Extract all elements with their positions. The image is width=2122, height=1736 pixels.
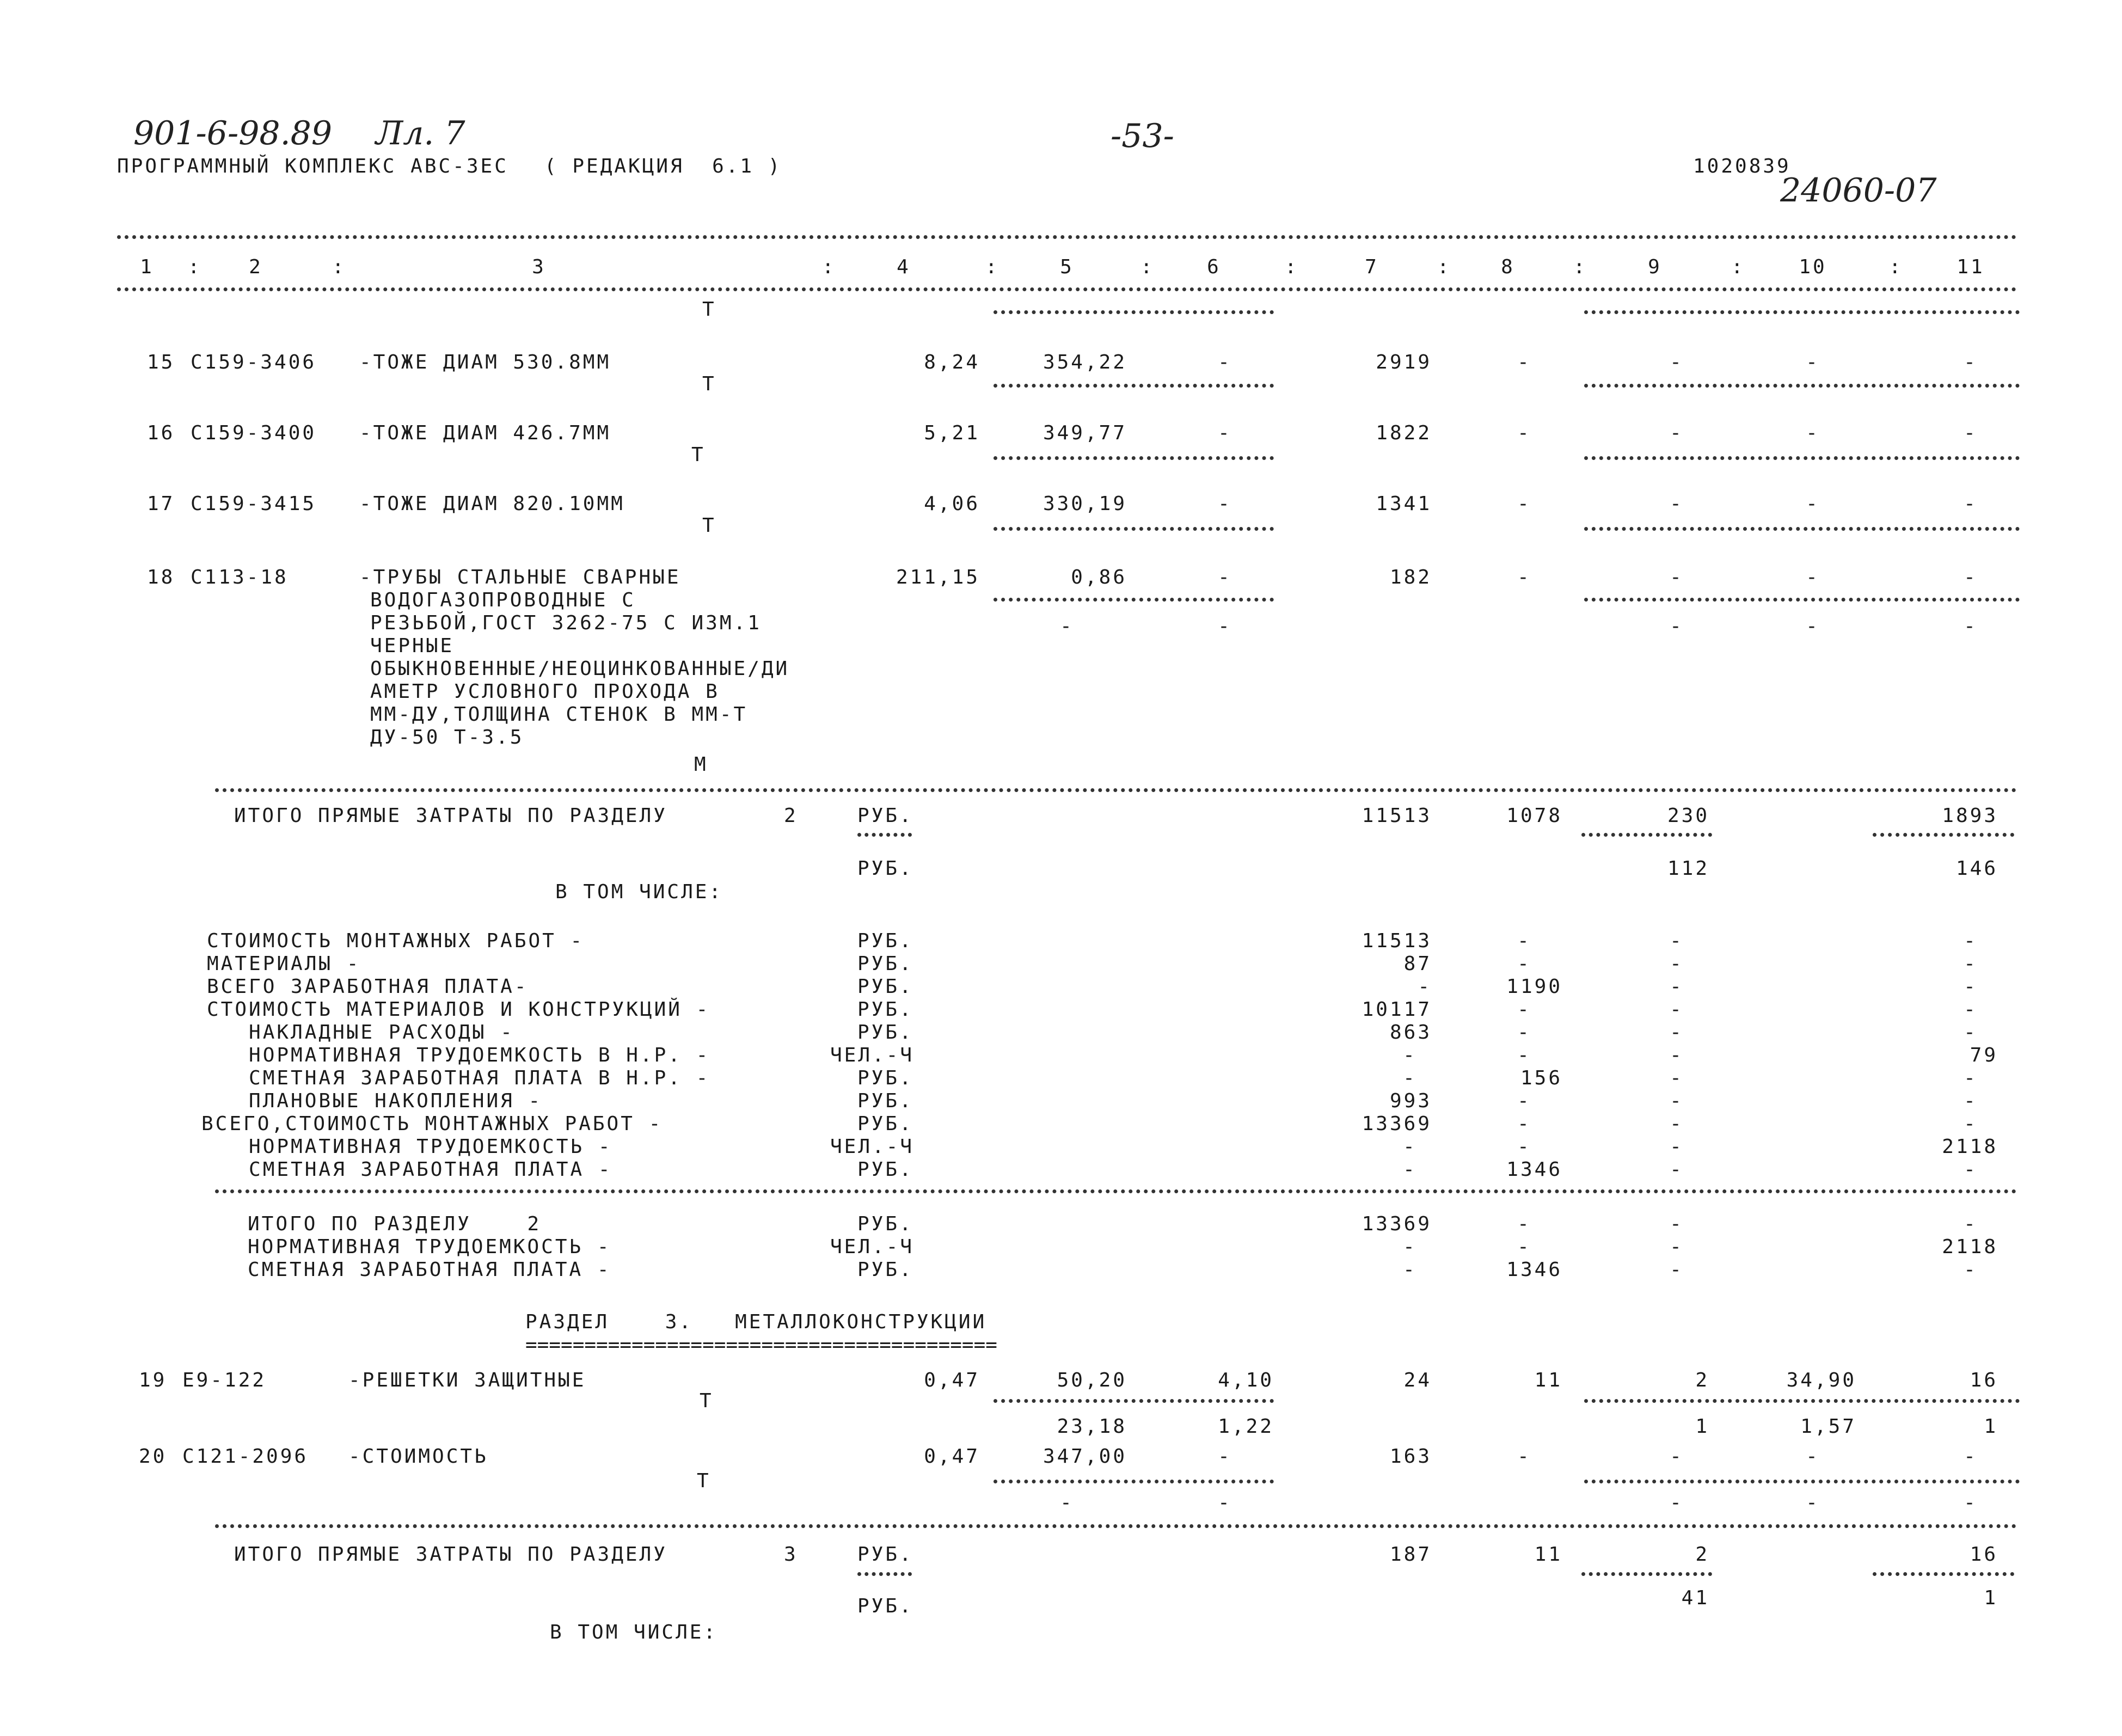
total-label: ИТОГО ПРЯМЫЕ ЗАТРАТЫ ПО РАЗДЕЛУ — [234, 805, 667, 827]
item-description: -ТРУБЫ СТАЛЬНЫЕ СВАРНЫЕ — [359, 566, 681, 588]
item-c10: - — [1806, 351, 1820, 373]
breakdown-unit: РУБ. — [857, 1067, 913, 1089]
item-c9: - — [1670, 422, 1684, 444]
item-c6-secondary: 1,22 — [1218, 1415, 1274, 1438]
item-c10: - — [1806, 493, 1820, 515]
breakdown-c8: - — [1517, 953, 1531, 975]
col-1: 1 — [140, 256, 154, 278]
item-c11: - — [1964, 1445, 1978, 1468]
sub-dash: - — [1964, 615, 1978, 637]
item-description-line: ВОДОГАЗОПРОВОДНЫЕ С — [370, 589, 636, 611]
total-c11: 1893 — [1942, 805, 1998, 827]
section-total-c7: 13369 — [1361, 1213, 1432, 1235]
total-c9b: 41 — [1681, 1587, 1709, 1609]
item-c6: 4,10 — [1218, 1369, 1274, 1391]
section-number: 3 — [784, 1543, 798, 1566]
breakdown-label: СМЕТНАЯ ЗАРАБОТНАЯ ПЛАТА В Н.Р. - — [207, 1067, 710, 1089]
breakdown-c7: 87 — [1403, 953, 1432, 975]
breakdown-label: НОРМАТИВНАЯ ТРУДОЕМКОСТЬ - — [207, 1136, 612, 1158]
breakdown-c7: 993 — [1389, 1090, 1432, 1112]
breakdown-c7: 13369 — [1361, 1113, 1432, 1135]
breakdown-c8: - — [1517, 1044, 1531, 1066]
item-c9: 2 — [1695, 1369, 1709, 1391]
item-code: С159-3406 — [191, 351, 317, 373]
program-title: ПРОГРАММНЫЙ КОМПЛЕКС АВС-3ЕС — [117, 155, 508, 177]
col-3: 3 — [532, 256, 546, 278]
col-7: 7 — [1365, 256, 1379, 278]
breakdown-unit: РУБ. — [857, 930, 913, 952]
breakdown-c7: 10117 — [1361, 998, 1432, 1021]
sub-dash: - — [1060, 615, 1074, 637]
unit-label: Т — [702, 373, 716, 395]
item-c6: - — [1218, 1445, 1232, 1468]
item-code: С121-2096 — [182, 1445, 309, 1468]
item-c8: - — [1517, 566, 1531, 588]
total-c9: 2 — [1695, 1543, 1709, 1566]
total-label: ИТОГО ПРЯМЫЕ ЗАТРАТЫ ПО РАЗДЕЛУ — [234, 1543, 667, 1566]
item-number: 20 — [139, 1445, 167, 1468]
in-that-number: В ТОМ ЧИСЛЕ: — [550, 1621, 718, 1643]
breakdown-c9: - — [1670, 1044, 1684, 1066]
breakdown-c8: - — [1517, 1021, 1531, 1044]
item-c9: - — [1670, 1445, 1684, 1468]
col-11: 11 — [1957, 256, 1985, 278]
breakdown-c8: - — [1517, 1090, 1531, 1112]
item-c9: - — [1670, 493, 1684, 515]
item-c10: - — [1806, 422, 1820, 444]
total-c9: 230 — [1667, 805, 1709, 827]
item-total: 1341 — [1376, 493, 1432, 515]
item-description: -ТОЖЕ ДИАМ 820.10ММ — [359, 493, 625, 515]
col-10: 10 — [1799, 256, 1827, 278]
edition: ( РЕДАКЦИЯ 6.1 ) — [544, 155, 782, 177]
item-description: -РЕШЕТКИ ЗАЩИТНЫЕ — [348, 1369, 586, 1391]
item-description-line: ММ-ДУ,ТОЛЩИНА СТЕНОК В ММ-Т — [370, 703, 748, 726]
item-description-line: ОБЫКНОВЕННЫЕ/НЕОЦИНКОВАННЫЕ/ДИ — [370, 658, 790, 680]
breakdown-unit: РУБ. — [857, 976, 913, 998]
item-description-line: АМЕТР УСЛОВНОГО ПРОХОДА В — [370, 680, 720, 703]
total-c11b: 146 — [1955, 857, 1998, 880]
item-total: 163 — [1389, 1445, 1432, 1468]
item-number: 19 — [139, 1369, 167, 1391]
item-price-secondary: 23,18 — [1057, 1415, 1127, 1438]
unit-label: Т — [697, 1470, 711, 1492]
item-code: Е9-122 — [182, 1369, 267, 1391]
breakdown-c9: - — [1670, 1021, 1684, 1044]
item-code: С113-18 — [191, 566, 289, 588]
item-qty: 0,47 — [924, 1445, 980, 1468]
total-c8: 1078 — [1506, 805, 1562, 827]
item-description: -СТОИМОСТЬ — [348, 1445, 488, 1468]
breakdown-c8: 1346 — [1506, 1158, 1562, 1181]
breakdown-label: ПЛАНОВЫЕ НАКОПЛЕНИЯ - — [207, 1090, 543, 1112]
section-total-c9: - — [1670, 1236, 1684, 1258]
breakdown-c11: - — [1964, 976, 1978, 998]
sheet-number: Лл. 7 — [376, 114, 465, 152]
item-c10: 34,90 — [1786, 1369, 1856, 1391]
breakdown-c11: - — [1964, 1090, 1978, 1112]
breakdown-c9: - — [1670, 1136, 1684, 1158]
item-c8: - — [1517, 1445, 1531, 1468]
item-qty: 211,15 — [896, 566, 980, 588]
sub-dash: - — [1218, 615, 1232, 637]
breakdown-label: НАКЛАДНЫЕ РАСХОДЫ - — [207, 1021, 514, 1044]
unit-label: М — [694, 753, 708, 776]
breakdown-c8: 156 — [1520, 1067, 1562, 1089]
breakdown-c8: - — [1517, 930, 1531, 952]
item-price: 354,22 — [1042, 351, 1127, 373]
item-qty: 5,21 — [924, 422, 980, 444]
breakdown-c7: - — [1403, 1158, 1417, 1181]
unit-label: Т — [691, 444, 706, 466]
breakdown-c11: 2118 — [1942, 1136, 1998, 1158]
unit-label: Т — [700, 1390, 714, 1412]
item-total: 1822 — [1376, 422, 1432, 444]
breakdown-c11: - — [1964, 930, 1978, 952]
total-c7: 187 — [1389, 1543, 1432, 1566]
section-total-unit: РУБ. — [857, 1259, 913, 1281]
breakdown-c7: - — [1403, 1067, 1417, 1089]
col-6: 6 — [1207, 256, 1221, 278]
total-c8: 11 — [1534, 1543, 1562, 1566]
breakdown-label: СТОИМОСТЬ МОНТАЖНЫХ РАБОТ - — [207, 930, 585, 952]
section-total-c7: - — [1403, 1259, 1417, 1281]
breakdown-c11: - — [1964, 1158, 1978, 1181]
col-9: 9 — [1648, 256, 1662, 278]
item-c11: - — [1964, 493, 1978, 515]
section-3-underline: ======================================== — [525, 1334, 997, 1356]
section-total-c11: - — [1964, 1213, 1978, 1235]
item-c8: 11 — [1534, 1369, 1562, 1391]
breakdown-unit: ЧЕЛ.-Ч — [830, 1044, 915, 1066]
unit-label: Т — [702, 514, 716, 537]
breakdown-c9: - — [1670, 953, 1684, 975]
item-total: 182 — [1389, 566, 1432, 588]
item-c8: - — [1517, 351, 1531, 373]
breakdown-label: СТОИМОСТЬ МАТЕРИАЛОВ И КОНСТРУКЦИЙ - — [207, 998, 710, 1021]
sub-dash: - — [1964, 1492, 1978, 1514]
breakdown-c9: - — [1670, 976, 1684, 998]
breakdown-c9: - — [1670, 1113, 1684, 1135]
item-c10: - — [1806, 1445, 1820, 1468]
section-total-label: НОРМАТИВНАЯ ТРУДОЕМКОСТЬ - — [248, 1236, 611, 1258]
total-c11b: 1 — [1984, 1587, 1998, 1609]
item-number: 15 — [147, 351, 175, 373]
item-code: С159-3415 — [191, 493, 317, 515]
item-description-line: РЕЗЬБОЙ,ГОСТ 3262-75 С ИЗМ.1 — [370, 612, 762, 634]
section-total-label: ИТОГО ПО РАЗДЕЛУ 2 — [248, 1213, 542, 1235]
section-total-c8: 1346 — [1506, 1259, 1562, 1281]
breakdown-c11: - — [1964, 1067, 1978, 1089]
table-header-rule — [117, 287, 2017, 291]
item-c9: - — [1670, 351, 1684, 373]
item-qty: 0,47 — [924, 1369, 980, 1391]
sub-dash: - — [1806, 615, 1820, 637]
breakdown-c11: - — [1964, 1021, 1978, 1044]
item-c9-secondary: 1 — [1695, 1415, 1709, 1438]
item-c9: - — [1670, 566, 1684, 588]
breakdown-unit: РУБ. — [857, 1021, 913, 1044]
breakdown-unit: РУБ. — [857, 998, 913, 1021]
item-code: С159-3400 — [191, 422, 317, 444]
item-c6: - — [1218, 422, 1232, 444]
item-description: -ТОЖЕ ДИАМ 530.8ММ — [359, 351, 611, 373]
breakdown-c8: - — [1517, 1136, 1531, 1158]
unit-label: РУБ. — [857, 857, 913, 880]
breakdown-label: ВСЕГО ЗАРАБОТНАЯ ПЛАТА- — [207, 976, 529, 998]
item-price: 349,77 — [1042, 422, 1127, 444]
section-total-c7: - — [1403, 1236, 1417, 1258]
sub-dash: - — [1218, 1492, 1232, 1514]
item-c8: - — [1517, 422, 1531, 444]
breakdown-c11: 79 — [1970, 1044, 1998, 1066]
item-c11: - — [1964, 566, 1978, 588]
breakdown-unit: РУБ. — [857, 1158, 913, 1181]
breakdown-c9: - — [1670, 1090, 1684, 1112]
breakdown-c9: - — [1670, 930, 1684, 952]
item-c10: - — [1806, 566, 1820, 588]
item-qty: 4,06 — [924, 493, 980, 515]
item-price: 330,19 — [1042, 493, 1127, 515]
col-4: 4 — [897, 256, 911, 278]
section-3-title: РАЗДЕЛ 3. МЕТАЛЛОКОНСТРУКЦИИ — [525, 1311, 987, 1333]
item-c11-secondary: 1 — [1984, 1415, 1998, 1438]
section-number: 2 — [784, 805, 798, 827]
item-total: 2919 — [1376, 351, 1432, 373]
item-c6: - — [1218, 351, 1232, 373]
item-description: -ТОЖЕ ДИАМ 426.7ММ — [359, 422, 611, 444]
item-description-line: ДУ-50 Т-3.5 — [370, 726, 524, 749]
section-total-label: СМЕТНАЯ ЗАРАБОТНАЯ ПЛАТА - — [248, 1259, 611, 1281]
sub-dash: - — [1060, 1492, 1074, 1514]
col-8: 8 — [1501, 256, 1515, 278]
section-total-c11: - — [1964, 1259, 1978, 1281]
breakdown-c9: - — [1670, 1158, 1684, 1181]
item-qty: 8,24 — [924, 351, 980, 373]
breakdown-c9: - — [1670, 998, 1684, 1021]
section-total-c9: - — [1670, 1213, 1684, 1235]
breakdown-label: НОРМАТИВНАЯ ТРУДОЕМКОСТЬ В Н.Р. - — [207, 1044, 710, 1066]
total-c11: 16 — [1970, 1543, 1998, 1566]
breakdown-c8: 1190 — [1506, 976, 1562, 998]
sub-dash: - — [1806, 1492, 1820, 1514]
code-number: 1020839 — [1693, 155, 1791, 177]
doc-code: 901-6-98.89 — [133, 114, 333, 152]
item-c11: - — [1964, 351, 1978, 373]
unit-label: РУБ. — [857, 805, 913, 827]
item-number: 16 — [147, 422, 175, 444]
section-total-unit: РУБ. — [857, 1213, 913, 1235]
breakdown-c7: 863 — [1389, 1021, 1432, 1044]
col-5: 5 — [1060, 256, 1074, 278]
breakdown-unit: РУБ. — [857, 1090, 913, 1112]
breakdown-c7: 11513 — [1361, 930, 1432, 952]
section-total-c8: - — [1517, 1213, 1531, 1235]
page-number: -53- — [1111, 117, 1174, 155]
item-number: 17 — [147, 493, 175, 515]
breakdown-label: СМЕТНАЯ ЗАРАБОТНАЯ ПЛАТА - — [207, 1158, 612, 1181]
breakdown-c8: - — [1517, 1113, 1531, 1135]
breakdown-c11: - — [1964, 1113, 1978, 1135]
breakdown-c7: - — [1418, 976, 1432, 998]
item-price: 50,20 — [1057, 1369, 1127, 1391]
breakdown-c7: - — [1403, 1136, 1417, 1158]
sub-dash: - — [1670, 615, 1684, 637]
breakdown-unit: ЧЕЛ.-Ч — [830, 1136, 915, 1158]
item-price: 0,86 — [1071, 566, 1127, 588]
handwritten-code: 24060-07 — [1780, 171, 1937, 210]
sub-dash: - — [1670, 1492, 1684, 1514]
breakdown-label: ВСЕГО,СТОИМОСТЬ МОНТАЖНЫХ РАБОТ - — [201, 1113, 663, 1135]
item-c6: - — [1218, 566, 1232, 588]
total-c9b: 112 — [1667, 857, 1709, 880]
breakdown-unit: РУБ. — [857, 1113, 913, 1135]
section-total-unit: ЧЕЛ.-Ч — [830, 1236, 915, 1258]
breakdown-c11: - — [1964, 998, 1978, 1021]
breakdown-c11: - — [1964, 953, 1978, 975]
unit-label: РУБ. — [857, 1543, 913, 1566]
unit-label: РУБ. — [857, 1595, 913, 1617]
breakdown-unit: РУБ. — [857, 953, 913, 975]
section-total-c9: - — [1670, 1259, 1684, 1281]
item-price: 347,00 — [1042, 1445, 1127, 1468]
item-description-line: ЧЕРНЫЕ — [370, 635, 455, 657]
breakdown-c9: - — [1670, 1067, 1684, 1089]
item-c11: - — [1964, 422, 1978, 444]
section-total-c8: - — [1517, 1236, 1531, 1258]
item-c8: - — [1517, 493, 1531, 515]
item-total: 24 — [1403, 1369, 1432, 1391]
breakdown-c8: - — [1517, 998, 1531, 1021]
in-that-number: В ТОМ ЧИСЛЕ: — [555, 881, 723, 903]
item-c11: 16 — [1970, 1369, 1998, 1391]
item-c6: - — [1218, 493, 1232, 515]
total-c7: 11513 — [1361, 805, 1432, 827]
table-top-rule — [117, 235, 2017, 239]
breakdown-label: МАТЕРИАЛЫ - — [207, 953, 361, 975]
item-c10-secondary: 1,57 — [1800, 1415, 1856, 1438]
item-number: 18 — [147, 566, 175, 588]
section-total-c11: 2118 — [1942, 1236, 1998, 1258]
breakdown-c7: - — [1403, 1044, 1417, 1066]
col-2: 2 — [249, 256, 263, 278]
